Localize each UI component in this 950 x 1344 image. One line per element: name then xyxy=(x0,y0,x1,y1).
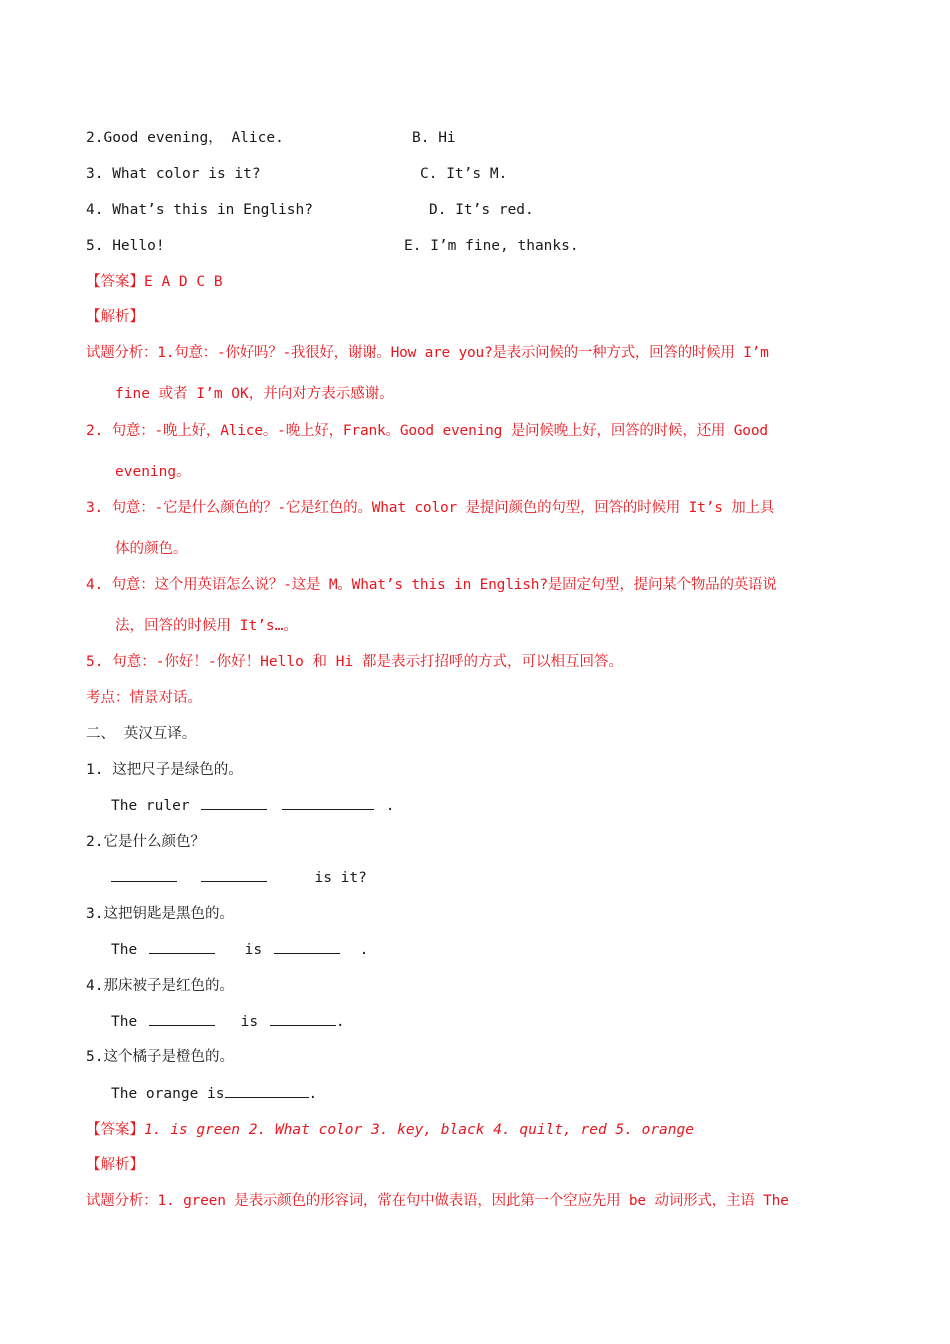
analysis-item-4-cont: 法，回答的时候用 It’s…。 xyxy=(115,618,298,634)
q5-prefix: The orange is xyxy=(111,1086,225,1102)
q1-blank-1[interactable] xyxy=(201,796,267,810)
answer-line-2 xyxy=(86,1120,694,1140)
analysis-tag: 【解析】 xyxy=(86,309,144,325)
q2-end: is it? xyxy=(314,870,367,886)
q1-prefix: The ruler xyxy=(111,798,190,814)
analysis-item-2: 2. 句意：-晚上好，Alice。-晚上好，Frank。Good evening 是问候晚上好，回答的时候，还用 Good xyxy=(86,423,768,439)
matching-right-b: B. Hi xyxy=(412,130,456,146)
q3-is: is xyxy=(244,942,263,958)
question-2-answer-line xyxy=(111,868,367,888)
question-1: 1. 这把尺子是绿色的。 xyxy=(86,762,243,778)
analysis-item-4: 4. 句意：这个用英语怎么说？-这是 M。What’s this in English?是固定句型，提问某个物品的英语说 xyxy=(86,577,777,593)
matching-left-4: 4. What’s this in English? xyxy=(86,202,313,218)
matching-left-2: 2.Good evening， Alice. xyxy=(86,130,284,146)
q4-the: The xyxy=(111,1014,138,1030)
analysis-item-3-cont: 体的颜色。 xyxy=(115,541,188,557)
answer-tag: 【答案】 xyxy=(86,274,144,290)
q5-end: . xyxy=(308,1086,318,1102)
q3-the: The xyxy=(111,942,138,958)
q2-blank-1[interactable] xyxy=(111,868,177,882)
analysis-item-5: 5. 句意：-你好！-你好！Hello 和 Hi 都是表示打招呼的方式，可以相互回答。 xyxy=(86,654,623,670)
q4-blank-2[interactable] xyxy=(270,1012,336,1026)
question-2: 2.它是什么颜色？ xyxy=(86,834,205,850)
analysis-intro: 试题分析：1.句意：-你好吗？-我很好，谢谢。How are you?是表示问候的一种方式，回答的时候用 I’m xyxy=(86,345,769,361)
analysis-intro-cont: fine 或者 I’m OK，并向对方表示感谢。 xyxy=(115,386,394,402)
q4-is: is xyxy=(240,1014,259,1030)
q3-blank-2[interactable] xyxy=(274,940,340,954)
q1-blank-2[interactable] xyxy=(282,796,374,810)
q3-blank-1[interactable] xyxy=(149,940,215,954)
answer2-tag: 【答案】 xyxy=(86,1122,144,1138)
q3-end: . xyxy=(359,942,369,958)
question-4: 4.那床被子是红色的。 xyxy=(86,978,234,994)
q5-blank[interactable] xyxy=(225,1084,309,1098)
analysis-kaodian: 考点：情景对话。 xyxy=(86,690,202,706)
q1-end: . xyxy=(385,798,395,814)
matching-right-c: C. It’s M. xyxy=(420,166,508,182)
analysis2-intro: 试题分析：1. green 是表示颜色的形容词，常在句中做表语，因此第一个空应先用 be 动词形式，主语 The xyxy=(86,1193,789,1209)
section-heading: 二、 英汉互译。 xyxy=(86,726,197,742)
q4-blank-1[interactable] xyxy=(149,1012,215,1026)
question-1-answer-line xyxy=(111,796,395,816)
answer-text: E A D C B xyxy=(144,274,223,290)
matching-right-d: D. It’s red. xyxy=(429,202,534,218)
question-5: 5.这个橘子是橙色的。 xyxy=(86,1049,234,1065)
analysis2-tag: 【解析】 xyxy=(86,1157,144,1173)
analysis-item-2-cont: evening。 xyxy=(115,464,191,480)
question-3-answer-line xyxy=(111,940,368,960)
matching-left-3: 3. What color is it? xyxy=(86,166,261,182)
answer-line-1 xyxy=(86,272,223,292)
question-4-answer-line xyxy=(111,1012,345,1032)
q2-blank-2[interactable] xyxy=(201,868,267,882)
question-5-answer-line xyxy=(111,1084,317,1104)
answer2-text: 1. is green 2. What color 3. key, black 4. quilt, red 5. orange xyxy=(144,1122,694,1138)
question-3: 3.这把钥匙是黑色的。 xyxy=(86,906,234,922)
matching-left-5: 5. Hello! xyxy=(86,238,165,254)
q4-end: . xyxy=(335,1014,345,1030)
matching-right-e: E. I’m fine, thanks. xyxy=(404,238,579,254)
analysis-item-3: 3. 句意：-它是什么颜色的？-它是红色的。What color 是提问颜色的句型，回答的时候用 It’s 加上具 xyxy=(86,500,775,516)
